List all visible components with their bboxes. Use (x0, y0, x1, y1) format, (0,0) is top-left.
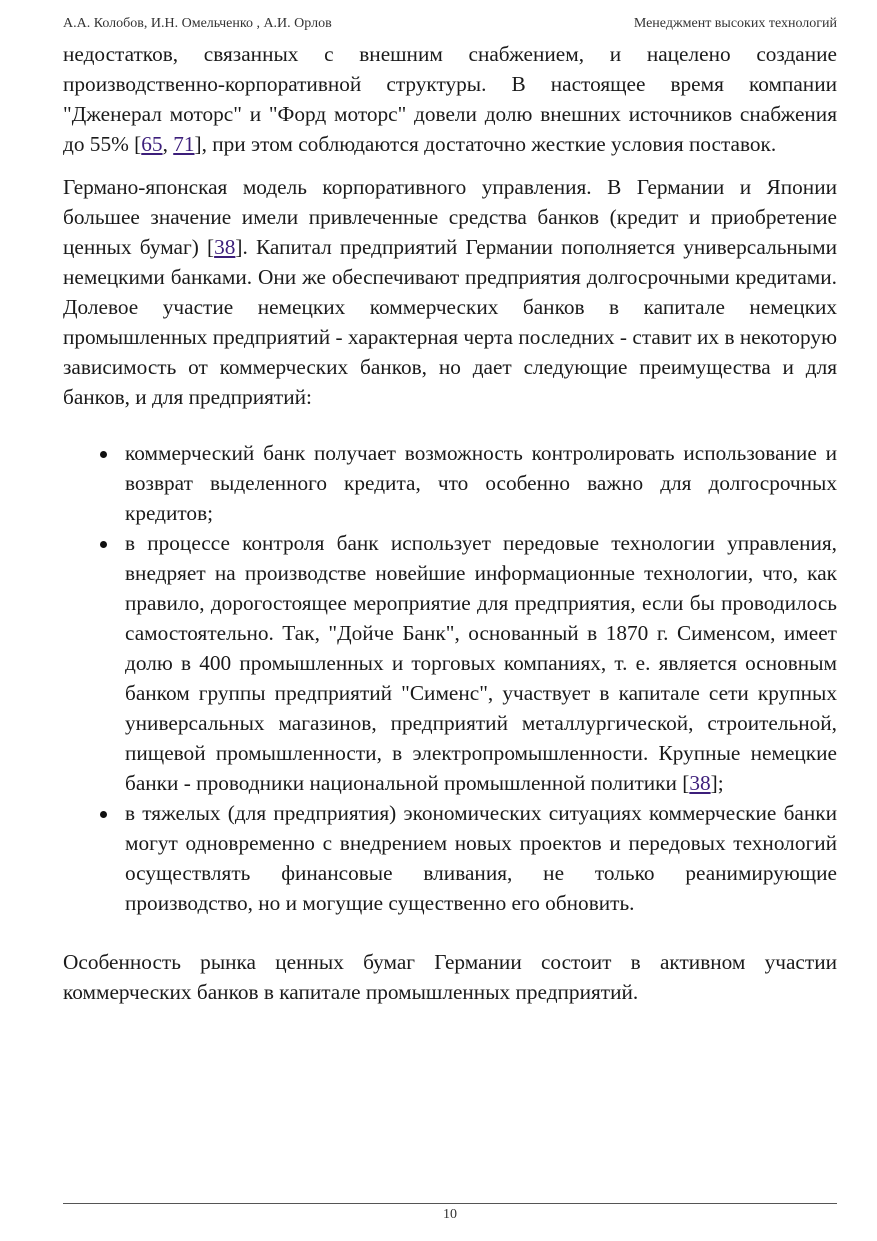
paragraph-3: Особенность рынка ценных бумаг Германии состоит в активном участии коммерческих банков в капитале промышленных предприятий. (63, 950, 837, 1004)
header-book-title: Менеджмент высоких технологий (633, 16, 837, 31)
list-item-1-text: коммерческий банк получает возможность контролировать использование и возврат выделенного кредита, что особенно важно для долгосрочных кредитов; (125, 441, 837, 525)
advantages-list (63, 438, 837, 918)
bullet-icon (100, 541, 107, 548)
list-item-2-text-a: в процессе контроля банк использует передовые технологии управления, внедряет на производстве новейшие информационные технологии, что, как правило, дорогостоящее мероприятие для предприятия, если бы проводилось самостоятельно. Так, "Дойче Банк", основанный в 1870 г. Сименсом, имеет долю в 400 промышленных и торговых компаниях, т. е. является основным банком группы предприятий "Сименс", участвует в капитале сети крупных универсальных магазинов, предприятий металлургической, строительной, пищевой промышленности, в электропромышленности. Крупные немецкие банки - проводники национальной промышленной политики [ (125, 531, 837, 795)
page-body (63, 39, 837, 1007)
reference-link-65[interactable]: 65 (141, 132, 163, 156)
list-item-3-text: в тяжелых (для предприятия) экономических ситуациях коммерческие банки могут одновременно с внедрением новых проектов и передовых технологий осуществлять финансовые вливания, не только реанимирующие производство, но и могущие существенно его обновить. (125, 801, 837, 915)
list-item (63, 438, 837, 528)
paragraph-1-text-a: недостатков, связанных с внешним снабжением, и нацелено создание производственно-корпоративной структуры. В настоящее время компании "Дженерал моторс" и "Форд моторс" довели долю внешних источников снабжения до 55% [ (63, 42, 837, 156)
list-item (63, 528, 837, 798)
paragraph-2-text-b: ]. Капитал предприятий Германии пополняется универсальными немецкими банками. Они же обеспечивают предприятия долгосрочными кредитами. Долевое участие немецких коммерческих банков в капитале немецких промышленных предприятий - характерная черта последних - ставит их в некоторую зависимость от коммерческих банков, но дает следующие преимущества и для банков, и для предприятий: (63, 235, 837, 409)
list-item (63, 798, 837, 918)
page-number: 10 (443, 1207, 457, 1222)
reference-link-71[interactable]: 71 (173, 132, 195, 156)
paragraph-2 (63, 172, 837, 412)
bullet-icon (100, 451, 107, 458)
reference-link-38-list[interactable]: 38 (689, 771, 711, 795)
bullet-icon (100, 811, 107, 818)
header-authors: А.А. Колобов, И.Н. Омельченко , А.И. Орлов (63, 16, 332, 31)
list-item-2-text-b: ]; (710, 771, 724, 795)
reference-separator: , (162, 132, 174, 156)
paragraph-1 (63, 39, 837, 159)
paragraph-1-text-b: ], при этом соблюдаются достаточно жесткие условия поставок. (194, 132, 777, 156)
reference-link-38[interactable]: 38 (214, 235, 236, 259)
paragraph-2-text-a: Германо-японская модель корпоративного управления. В Германии и Японии большее значение имели привлеченные средства банков (кредит и приобретение ценных бумаг) [ (63, 175, 837, 259)
footer-divider (63, 1203, 837, 1204)
